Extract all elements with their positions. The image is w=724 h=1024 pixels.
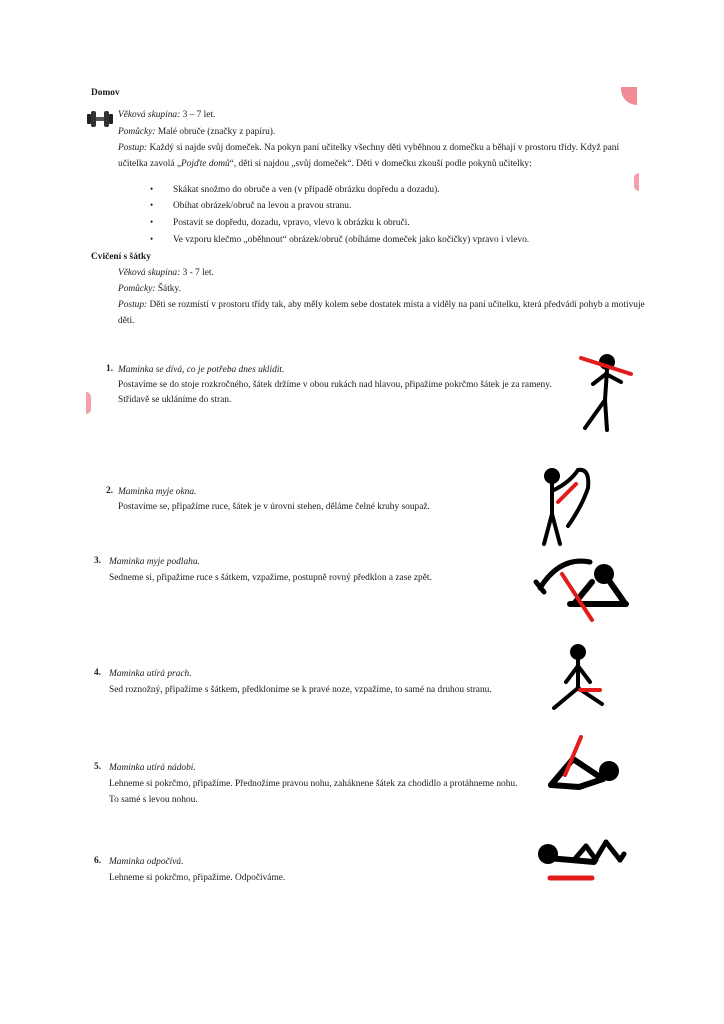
stick-figure-resting-icon — [534, 836, 626, 886]
exercise-line: Lehneme si pokrčmo, připažíme. Přednožíme pravou nohu, zaháknene šátek za chodidlo a protáhneme nohu. — [109, 779, 518, 789]
exercise-line: Postavíme se do stoje rozkročného, šátek držíme v obou rukách nad hlavou, připažíme pokrčmo šátek je za rameny. — [118, 380, 552, 390]
exercise-line: Sedneme si, připažíme ruce s šátkem, vzpažíme, postupně rovný předklon a zase zpět. — [109, 573, 432, 583]
section2-age: Věková skupina: 3 - 7 let. — [118, 268, 214, 278]
bullet-item: Postavit se dopředu, dozadu, vpravo, vlevo k obrázku k obruči. — [173, 218, 410, 228]
exercise-number: 4. — [94, 668, 102, 678]
exercise-line: Postavíme se, připažíme ruce, šátek je v úrovni stehen, děláme čelné kruhy soupaž. — [118, 502, 430, 512]
bullet-marker: • — [150, 184, 154, 194]
bullet-marker: • — [150, 234, 154, 244]
stick-figure-sitting-bend-icon — [530, 552, 630, 622]
dumbbell-icon — [87, 109, 113, 129]
section1-tools: Pomůcky: Malé obruče (značky z papíru). — [118, 127, 276, 137]
bullet-marker: • — [150, 217, 154, 227]
corner-mark-top-right — [621, 87, 637, 105]
section1-title: Domov — [91, 88, 120, 98]
bullet-item: Obíhat obrázek/obruč na levou a pravou stranu. — [173, 201, 352, 211]
exercise-line: To samé s levou nohou. — [109, 795, 198, 805]
exercise-number: 3. — [94, 556, 102, 566]
corner-mark-right — [634, 173, 639, 191]
exercise-line: Sed roznožný, připažíme s šátkem, předkloníme se k pravé noze, vzpažíme, to samé na druhou stranu. — [109, 685, 492, 695]
section2-procedure-line2: děti. — [118, 316, 135, 326]
corner-mark-left — [86, 392, 91, 414]
section1-procedure-line2: učitelka zavolá „Pojďte domů“, děti si najdou „svůj domeček“. Děti v domečku zkouší podle pokynů učitelky: — [118, 159, 532, 169]
exercise-number: 1. — [106, 364, 114, 374]
stick-figure-straddle-sit-icon — [548, 642, 608, 712]
exercise-title: Maminka utírá prach. — [109, 669, 192, 679]
bullet-item: Skákat snožmo do obruče a ven (v případě obrázku dopředu a dozadu). — [173, 185, 440, 195]
exercise-title: Maminka se dívá, co je potřeba dnes uklidit. — [118, 365, 285, 375]
exercise-line: Střídavě se ukláníme do stran. — [118, 395, 232, 405]
section1-age: Věková skupina: 3 – 7 let. — [118, 110, 216, 120]
exercise-title: Maminka myje okna. — [118, 487, 197, 497]
section2-tools: Pomůcky: Šátky. — [118, 284, 181, 294]
exercise-title: Maminka odpočívá. — [109, 857, 184, 867]
exercise-number: 6. — [94, 856, 102, 866]
stick-figure-washing-windows-icon — [538, 466, 598, 546]
section1-procedure-line1: Postup: Každý si najde svůj domeček. Na pokyn paní učitelky všechny děti vyběhnou z domečku a běhají v prostoru třídy. Když paní — [118, 143, 620, 153]
exercise-number: 5. — [94, 762, 102, 772]
stick-figure-standing-scarf-icon — [577, 352, 637, 432]
bullet-marker: • — [150, 200, 154, 210]
exercise-number: 2. — [106, 486, 114, 496]
exercise-title: Maminka myje podlahu. — [109, 557, 200, 567]
section2-title: Cvičení s šátky — [91, 252, 151, 262]
exercise-line: Lehneme si pokrčmo, připažíme. Odpočíváme. — [109, 873, 286, 883]
stick-figure-lying-leg-raise-icon — [543, 735, 623, 795]
section2-procedure-line1: Postup: Děti se rozmístí v prostoru třídy tak, aby měly kolem sebe dostatek místa a viděly na paní učitelku, která předvádí pohyb a motivuje — [118, 300, 645, 310]
exercise-title: Maminka utírá nádobí. — [109, 763, 196, 773]
bullet-item: Ve vzporu klečmo „oběhnout“ obrázek/obruč (obíháme domeček jako kočičky) vpravo i vlevo. — [173, 235, 530, 245]
